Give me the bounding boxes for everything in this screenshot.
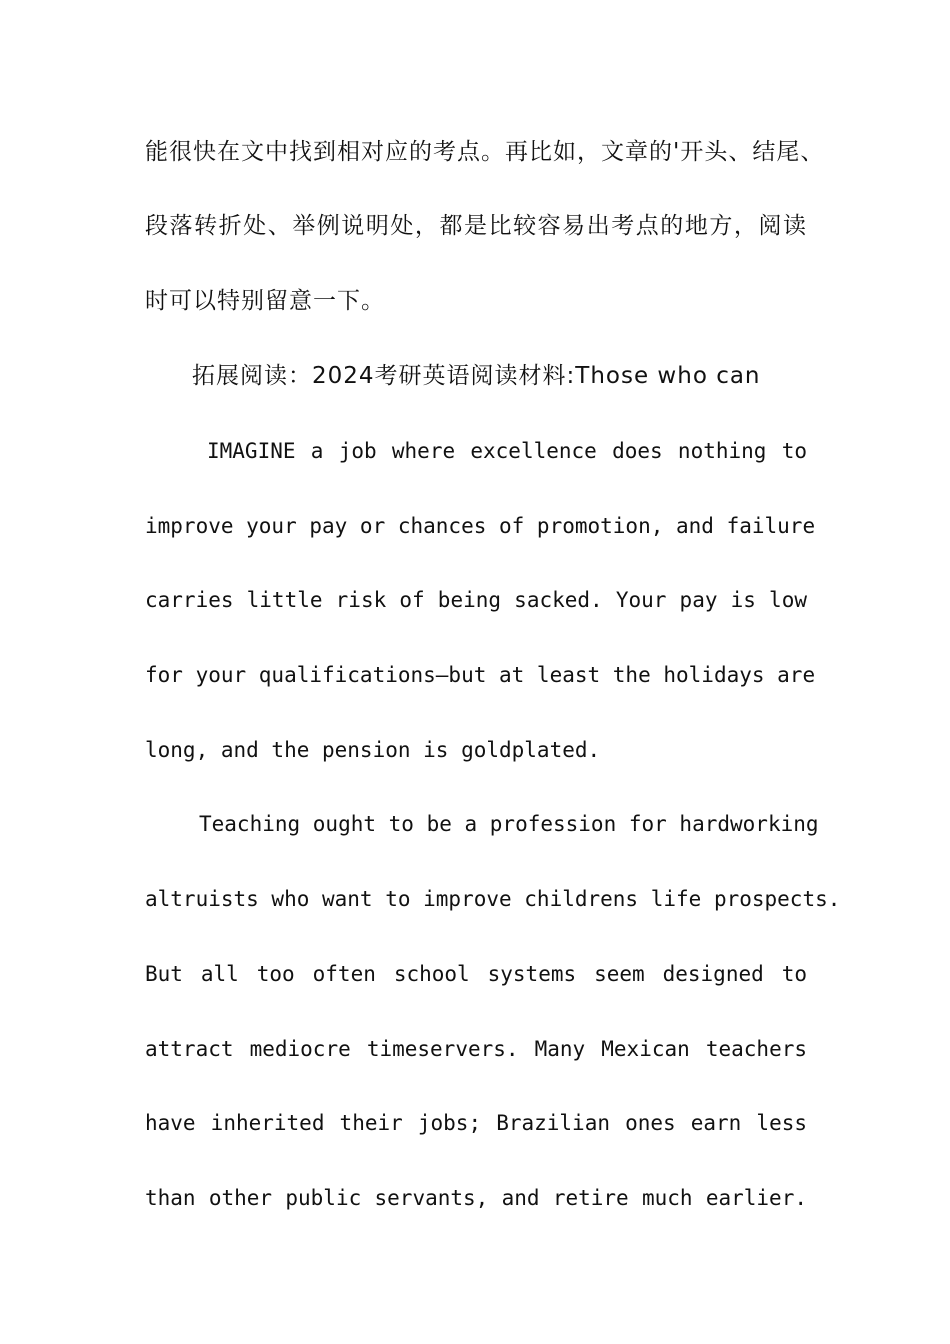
text-line-12: But all too often school systems seem designed to (145, 962, 807, 986)
text-line-7: carries little risk of being sacked. Your pay is low (145, 588, 807, 612)
text-line-8: for your qualifications—but at least the holidays are (145, 663, 816, 687)
text-line-13: attract mediocre timeservers. Many Mexican teachers (145, 1037, 807, 1061)
text-line-1: 能很快在文中找到相对应的考点。再比如，文章的'开头、结尾、 (145, 139, 825, 165)
text-line-15: than other public servants, and retire much earlier. (145, 1186, 807, 1210)
text-line-14: have inherited their jobs; Brazilian ones earn less (145, 1111, 807, 1135)
text-line-6: improve your pay or chances of promotion, and failure (145, 514, 816, 538)
text-line-9: long, and the pension is goldplated. (145, 738, 601, 762)
text-line-5: IMAGINE a job where excellence does nothing to (207, 439, 807, 463)
text-line-11: altruists who want to improve childrens life prospects. (145, 887, 841, 911)
text-line-3: 时可以特别留意一下。 (145, 288, 385, 314)
text-line-2: 段落转折处、举例说明处，都是比较容易出考点的地方，阅读 (145, 213, 807, 239)
text-line-10: Teaching ought to be a profession for hardworking (199, 812, 819, 836)
extended-reading-heading: 拓展阅读：2024考研英语阅读材料:Those who can (192, 363, 761, 389)
